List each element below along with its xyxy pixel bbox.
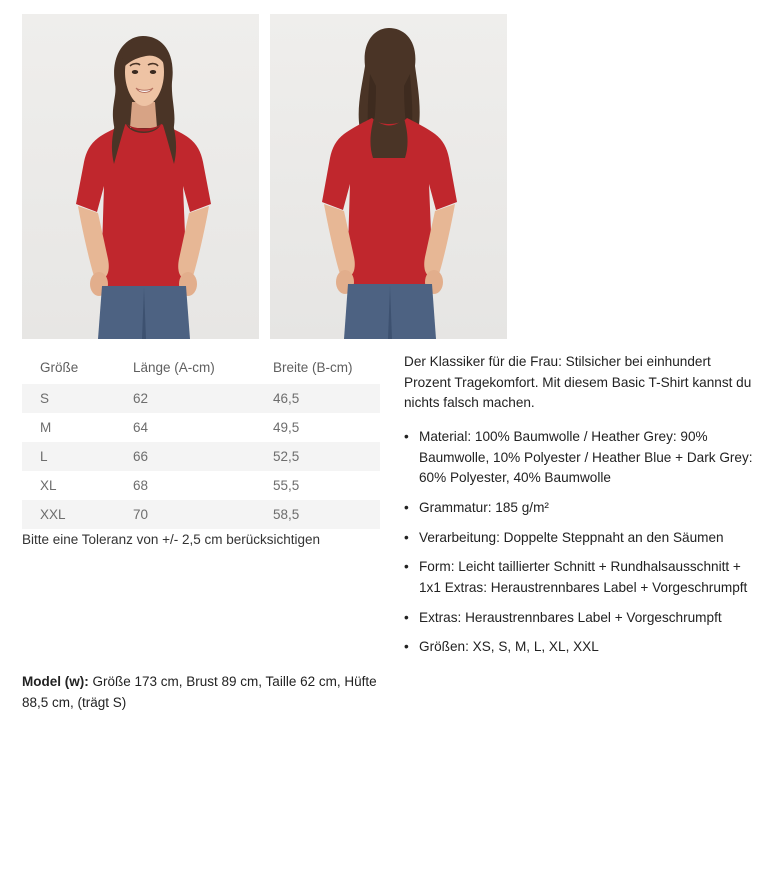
cell-size: XL: [22, 471, 115, 500]
cell-width: 49,5: [255, 413, 380, 442]
list-item: • Material: 100% Baumwolle / Heather Grey: 90% Baumwolle, 10% Polyester / Heather Blue + Dark Grey: 60% Polyester, 40% Baumwolle: [404, 427, 756, 489]
column-header-length: Länge (A-cm): [133, 360, 215, 375]
list-item: • Grammatur: 185 g/m²: [404, 498, 756, 519]
cell-length: 62: [115, 384, 255, 413]
description-bullet-list: [404, 427, 756, 658]
product-description: [404, 352, 756, 667]
table-row: [22, 384, 380, 413]
list-item: • Extras: Heraustrennbares Label + Vorgeschrumpft: [404, 608, 756, 629]
list-item: • Form: Leicht taillierter Schnitt + Rundhalsausschnitt + 1x1 Extras: Heraustrennbares Label + Vorgeschrumpft: [404, 557, 756, 598]
list-item: • Verarbeitung: Doppelte Steppnaht an den Säumen: [404, 528, 756, 549]
table-header-row: [22, 355, 380, 384]
table-row: [22, 500, 380, 529]
cell-size: S: [22, 384, 115, 413]
model-back-photo[interactable]: [270, 14, 507, 339]
cell-length: 64: [115, 413, 255, 442]
cell-size: L: [22, 442, 115, 471]
column-header-size: Größe: [40, 360, 79, 375]
model-front-photo[interactable]: [22, 14, 259, 339]
cell-width: 46,5: [255, 384, 380, 413]
product-image-row: [22, 14, 756, 339]
tolerance-note: Bitte eine Toleranz von +/- 2,5 cm berücksichtigen: [22, 532, 321, 547]
size-table: [22, 355, 380, 529]
table-row: [22, 471, 380, 500]
table-row: [22, 442, 380, 471]
model-note: [22, 672, 382, 714]
cell-length: 66: [115, 442, 255, 471]
cell-length: 70: [115, 500, 255, 529]
cell-size: M: [22, 413, 115, 442]
table-row: [22, 413, 380, 442]
cell-width: 58,5: [255, 500, 380, 529]
list-item: • Größen: XS, S, M, L, XL, XXL: [404, 637, 756, 658]
cell-width: 52,5: [255, 442, 380, 471]
description-intro: Der Klassiker für die Frau: Stilsicher bei einhundert Prozent Tragekomfort. Mit diesem Basic T-Shirt kannst du nichts falsch machen.: [404, 354, 752, 411]
model-note-text: Größe 173 cm, Brust 89 cm, Taille 62 cm, Hüfte 88,5 cm, (trägt S): [22, 674, 377, 710]
cell-width: 55,5: [255, 471, 380, 500]
model-note-label: Model (w):: [22, 674, 89, 689]
cell-length: 68: [115, 471, 255, 500]
column-header-width: Breite (B-cm): [273, 360, 353, 375]
cell-size: XXL: [22, 500, 115, 529]
